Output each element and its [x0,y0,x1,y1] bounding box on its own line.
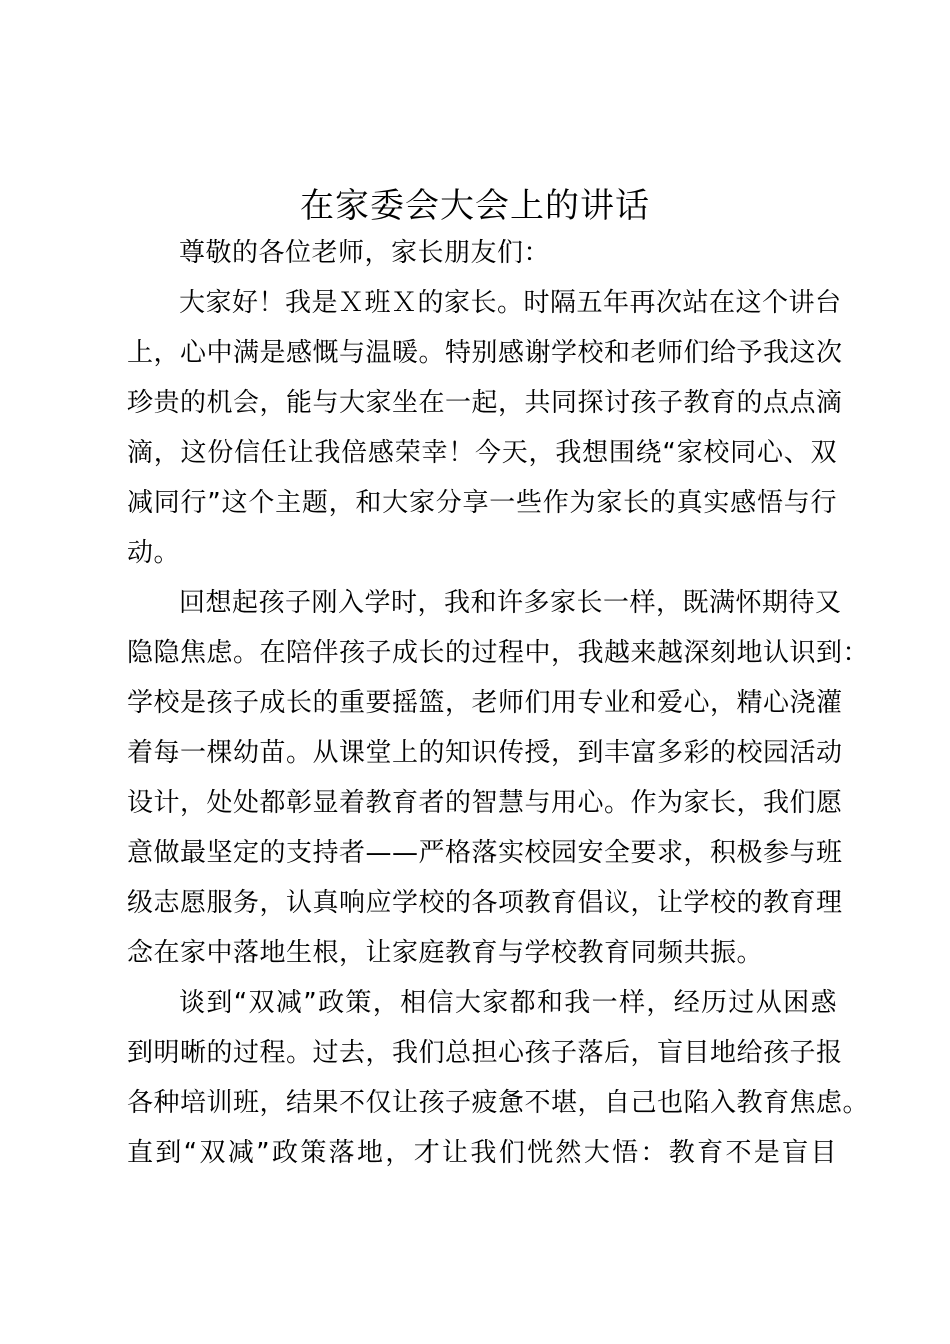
paragraph-line: 到明晰的过程。过去，我们总担心孩子落后，盲目地给孩子报 [127,1038,843,1068]
paragraph-line: 珍贵的机会，能与大家坐在一起，共同探讨孩子教育的点点滴 [127,388,843,418]
paragraph-line: 着每一棵幼苗。从课堂上的知识传授，到丰富多彩的校园活动 [127,738,843,768]
paragraph-line: 直到“双减”政策落地，才让我们恍然大悟：教育不是盲目 [127,1138,837,1168]
document-title: 在家委会大会上的讲话 [300,186,650,226]
paragraph-line: 大家好！我是Ｘ班Ｘ的家长。时隔五年再次站在这个讲台 [179,288,842,318]
paragraph-line: 动。 [127,538,181,568]
salutation-line: 尊敬的各位老师，家长朋友们： [179,238,551,268]
paragraph-line: 级志愿服务，认真响应学校的各项教育倡议，让学校的教育理 [127,888,843,918]
document-body [127,228,870,1178]
paragraph-line: 念在家中落地生根，让家庭教育与学校教育同频共振。 [127,938,764,968]
paragraph-line: 回想起孩子刚入学时，我和许多家长一样，既满怀期待又 [179,588,842,618]
paragraph-line: 各种培训班，结果不仅让孩子疲惫不堪，自己也陷入教育焦虑。 [127,1088,870,1118]
paragraph-line: 谈到“双减”政策，相信大家都和我一样，经历过从困惑 [179,988,837,1018]
paragraph-line: 隐隐焦虑。在陪伴孩子成长的过程中，我越来越深刻地认识到： [127,638,870,668]
paragraph-line: 上，心中满是感慨与温暖。特别感谢学校和老师们给予我这次 [127,338,843,368]
paragraph-line: 学校是孩子成长的重要摇篮，老师们用专业和爱心，精心浇灌 [127,688,843,718]
paragraph-line: 滴，这份信任让我倍感荣幸！今天，我想围绕“家校同心、双 [127,438,837,468]
paragraph-line: 意做最坚定的支持者——严格落实校园安全要求，积极参与班 [127,838,843,868]
paragraph-line: 设计，处处都彰显着教育者的智慧与用心。作为家长，我们愿 [127,788,843,818]
paragraph-line: 减同行”这个主题，和大家分享一些作为家长的真实感悟与行 [127,488,837,518]
